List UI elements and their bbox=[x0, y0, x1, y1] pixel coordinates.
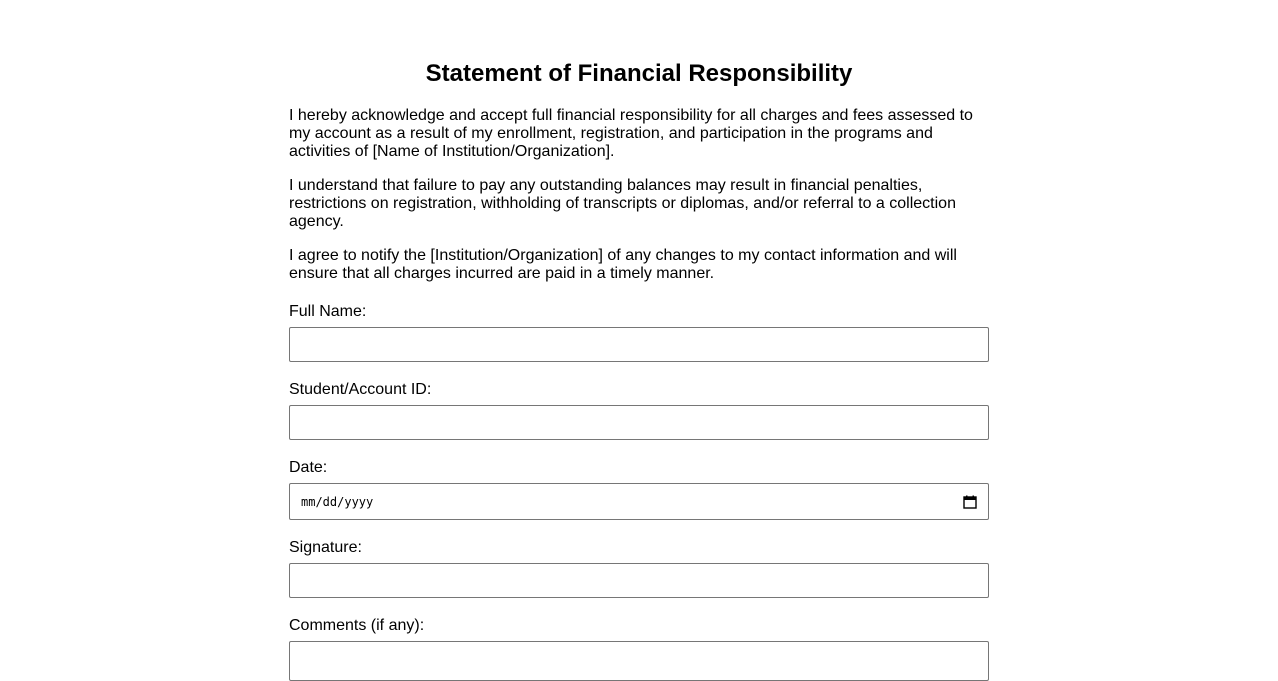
date-input[interactable] bbox=[289, 483, 989, 520]
comments-label: Comments (if any): bbox=[289, 617, 425, 634]
full-name-input[interactable] bbox=[289, 327, 989, 362]
full-name-label: Full Name: bbox=[289, 303, 367, 320]
penalties-paragraph: I understand that failure to pay any outstanding balances may result in financial penalties, restrictions on registration, withholding of transcripts or diplomas, and/or referral to a collection agency. bbox=[289, 177, 956, 230]
acknowledgement-paragraph: I hereby acknowledge and accept full financial responsibility for all charges and fees assessed to my account as a result of my enrollment, registration, and participation in the programs and activities of [Name of Institution/Organization]. bbox=[289, 107, 973, 160]
signature-label: Signature: bbox=[289, 539, 362, 556]
date-placeholder: mm/dd/yyyy bbox=[301, 494, 374, 509]
calendar-icon[interactable] bbox=[963, 495, 977, 509]
account-id-input[interactable] bbox=[289, 405, 989, 440]
comments-textarea[interactable] bbox=[289, 641, 989, 681]
page-title: Statement of Financial Responsibility bbox=[425, 60, 853, 87]
date-label: Date: bbox=[289, 459, 328, 476]
notification-paragraph: I agree to notify the [Institution/Organization] of any changes to my contact information and will ensure that all charges incurred are paid in a timely manner. bbox=[289, 247, 957, 282]
signature-input[interactable] bbox=[289, 563, 989, 598]
account-id-label: Student/Account ID: bbox=[289, 381, 432, 398]
